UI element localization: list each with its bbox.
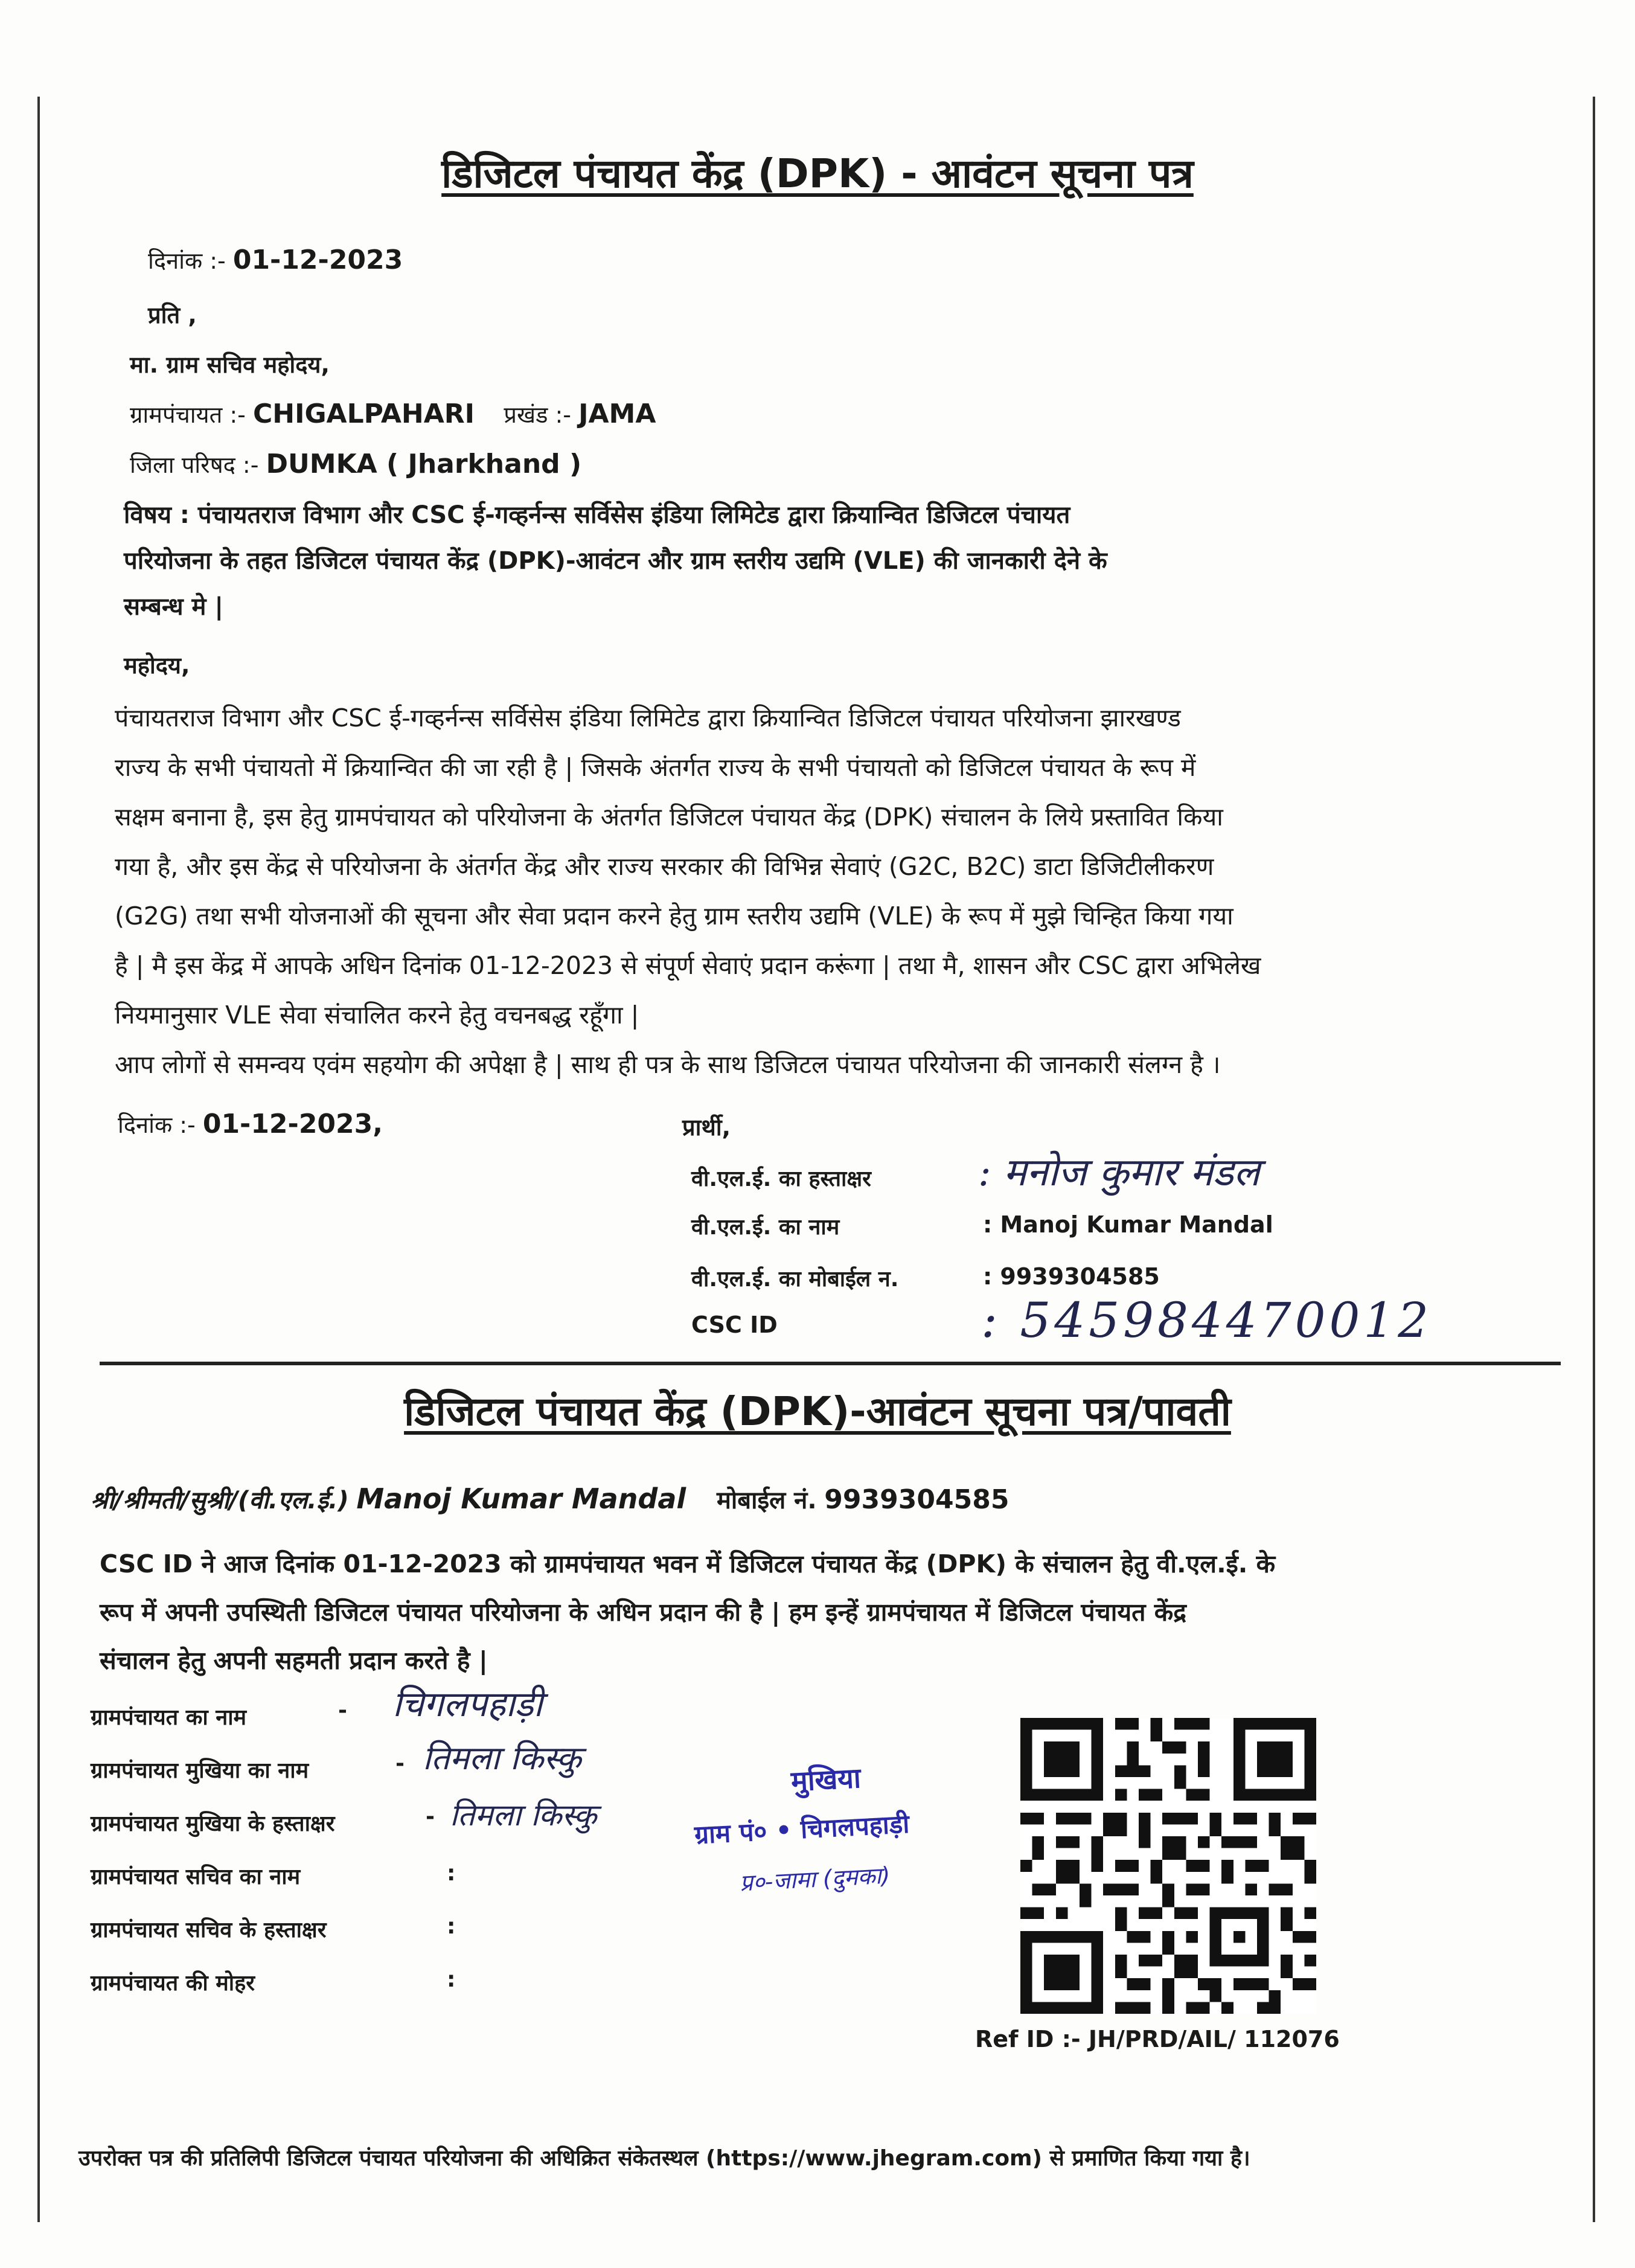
doc2-recipient-name: Manoj Kumar Mandal (356, 1482, 686, 1515)
doc1-prati: प्रति , (148, 302, 197, 328)
doc1-subject (124, 492, 1543, 630)
doc2-recipient-prefix: श्री/श्रीमती/सुश्री/(वी.एल.ई.) (91, 1487, 349, 1514)
doc2-body-line: संचालन हेतु अपनी सहमती प्रदान करते है | (100, 1646, 488, 1675)
doc1-district-value: DUMKA ( Jharkhand ) (266, 449, 582, 479)
csc-label: CSC ID (691, 1312, 778, 1338)
stamp-line3: प्र०-जामा (दुमका) (739, 1862, 891, 1897)
doc1-body-line: (G2G) तथा सभी योजनाओं की सूचना और सेवा प्रदान करने हेतु ग्राम स्तरीय उद्यमि (VLE) के रूप में मुझे चिन्हित किया गया (115, 902, 1233, 931)
field-seal-label: ग्रामपंचायत की मोहर (91, 1971, 255, 1996)
doc2-title: डिजिटल पंचायत केंद्र (DPK)-आवंटन सूचना पत्र/पावती (404, 1388, 1231, 1435)
doc1-date2-label: दिनांक :- (118, 1112, 196, 1138)
doc1-body-line: है | मै इस केंद्र में आपके अधिन दिनांक 01-12-2023 से संपूर्ण सेवाएं प्रदान करूंगा | तथा मै, शासन और CSC द्वारा अभिलेख (115, 951, 1261, 980)
vle-mobile-value: : 9939304585 (983, 1263, 1160, 1290)
vle-signature: : मनोज कुमार मंडल (978, 1150, 1260, 1195)
doc1-title: डिजिटल पंचायत केंद्र (DPK) - आवंटन सूचना पत्र (441, 150, 1194, 197)
field-mukhiya-sign-value: तिमला किस्कु (450, 1798, 597, 1833)
field-seal-sep: : (447, 1967, 456, 1992)
field-secretary-sign-sep: : (447, 1914, 456, 1939)
field-gp-name-value: चिगलपहाड़ी (392, 1683, 543, 1725)
doc1-subject-line: विषय : पंचायतराज विभाग और CSC ई-गव्हर्नन्स सर्विसेस इंडिया लिमिटेड द्वारा क्रियान्वित डिजिटल पंचायत (124, 501, 1070, 529)
field-mukhiya-sign-sep: - (426, 1804, 435, 1829)
doc1-body-line: राज्य के सभी पंचायतो में क्रियान्वित की जा रही है | जिसके अंतर्गत राज्य के सभी पंचायतो को डिजिटल पंचायत के रूप में (115, 753, 1196, 782)
doc1-body-line: सक्षम बनाना है, इस हेतु ग्रामपंचायत को परियोजना के अंतर्गत डिजिटल पंचायत केंद्र (DPK) संचालन के लिये प्रस्तावित किया (115, 802, 1223, 831)
doc1-body-line: नियमानुसार VLE सेवा संचालित करने हेतु वचनबद्ध रहूँगा | (115, 1001, 639, 1030)
field-secretary-name-sep: : (447, 1861, 456, 1886)
doc2-body (100, 1540, 1561, 1685)
doc1-body-line: पंचायतराज विभाग और CSC ई-गव्हर्नन्स सर्विसेस इंडिया लिमिटेड द्वारा क्रियान्वित डिजिटल पंचायत परियोजना झारखण्ड (115, 703, 1181, 732)
doc1-gp-line (130, 399, 656, 430)
doc2-body-line: रूप में अपनी उपस्थिती डिजिटल पंचायत परियोजना के अधिन प्रदान की है | हम इन्हें ग्रामपंचायत में डिजिटल पंचायत केंद्र (100, 1598, 1187, 1627)
doc1-district-line (130, 449, 581, 480)
csc-id-handwritten: : 545984470012 (981, 1292, 1433, 1348)
vle-name-label: वी.एल.ई. का नाम (691, 1215, 840, 1240)
csc-id-value: 545984470012 (1020, 1292, 1433, 1348)
field-secretary-sign-label: ग्रामपंचायत सचिव के हस्ताक्षर (91, 1918, 327, 1943)
doc1-salutation: महोदय, (124, 652, 190, 679)
field-mukhiya-name-sep: - (395, 1751, 405, 1776)
doc1-date-value: 01-12-2023 (232, 245, 403, 275)
vle-signature-value: मनोज कुमार मंडल (1003, 1150, 1260, 1195)
doc1-district-label: जिला परिषद :- (130, 452, 259, 478)
doc2-recipient-line (91, 1482, 1009, 1516)
field-mukhiya-name-label: ग्रामपंचायत मुखिया का नाम (91, 1758, 309, 1783)
doc1-block-label: प्रखंड :- (504, 402, 572, 428)
doc1-gp-label: ग्रामपंचायत :- (130, 402, 246, 428)
doc1-date-line (148, 245, 403, 276)
field-mukhiya-sign-label: ग्रामपंचायत मुखिया के हस्ताक्षर (91, 1812, 335, 1836)
doc2-mobile-label: मोबाईल नं. (717, 1487, 817, 1514)
doc1-body-line: गया है, और इस केंद्र से परियोजना के अंतर्गत केंद्र और राज्य सरकार की विभिन्न सेवाएं (G2C, B2C) डाटा डिजिटीलीकरण (115, 852, 1214, 881)
stamp-line2: ग्राम पं० • चिगलपहाड़ी (694, 1808, 910, 1850)
doc1-date2-value: 01-12-2023, (202, 1109, 383, 1139)
doc1-date-label: दिनांक :- (148, 248, 226, 274)
doc1-closing: आप लोगों से समन्वय एवंम सहयोग की अपेक्षा है | साथ ही पत्र के साथ डिजिटल पंचायत परियोजना की जानकारी संलग्न है । (115, 1050, 1221, 1079)
footer-note: उपरोक्त पत्र की प्रतिलिपी डिजिटल पंचायत परियोजना की अधिक्रित संकेतस्थल (https://www.jhegram.com) से प्रमाणित किया गया है। (78, 2146, 1250, 2171)
vle-name-value: : Manoj Kumar Mandal (983, 1211, 1273, 1238)
doc1-subject-line: सम्बन्ध मे | (124, 593, 223, 621)
doc2-mobile-value: 9939304585 (824, 1484, 1009, 1515)
section-separator (100, 1362, 1561, 1365)
doc1-block-value: JAMA (578, 399, 656, 429)
doc1-body (115, 693, 1564, 1089)
field-mukhiya-name-value: तिमला किस्कु (423, 1739, 581, 1777)
ref-id: Ref ID :- JH/PRD/AIL/ 112076 (975, 2026, 1340, 2052)
stamp-line1: मुखिया (790, 1761, 862, 1798)
vle-sign-label: वी.एल.ई. का हस्ताक्षर (691, 1167, 871, 1191)
field-gp-name-label: ग्रामपंचायत का नाम (91, 1705, 247, 1730)
doc1-date2-line (118, 1109, 383, 1140)
doc1-subject-line: परियोजना के तहत डिजिटल पंचायत केंद्र (DPK)-आवंटन और ग्राम स्तरीय उद्यमि (VLE) की जानकारी देने के (124, 547, 1107, 575)
doc1-applicant: प्रार्थी, (682, 1114, 731, 1141)
field-secretary-name-label: ग्रामपंचायत सचिव का नाम (91, 1865, 301, 1889)
vle-mobile-label: वी.एल.ई. का मोबाईल न. (691, 1267, 899, 1292)
doc1-gp-value: CHIGALPAHARI (252, 399, 475, 429)
qr-code (1020, 1718, 1316, 2014)
doc1-addressee: मा. ग्राम सचिव महोदय, (130, 351, 330, 378)
doc2-body-line: CSC ID ने आज दिनांक 01-12-2023 को ग्रामपंचायत भवन में डिजिटल पंचायत केंद्र (DPK) के संचालन हेतु वी.एल.ई. के (100, 1549, 1276, 1578)
field-gp-name-sep: - (338, 1698, 347, 1723)
